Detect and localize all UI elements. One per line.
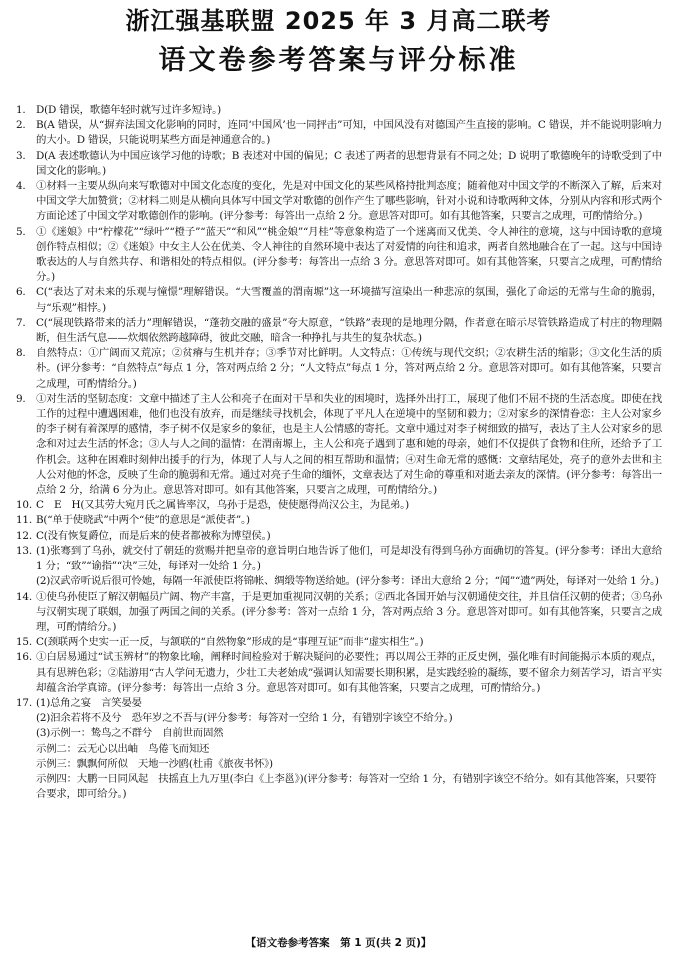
item-text: (1)张骞到了乌孙，就交付了朝廷的赏赐并把皇帝的意旨明白地告诉了他们，可是却没有得到乌孙方面确切的答复。(评分参考：译出大意给 1 分；“致”“谕指”“决”三处，每译对一处给 1 分。) [36,544,662,573]
answer-item-7 [16,316,662,346]
item-text: 自然特点：①广阔而又荒凉；②贫瘠与生机并存；③季节对比鲜明。人文特点：①传统与现代交织；②农耕生活的缩影；③文化生活的质朴。(评分参考：“自然特点”每点 1 分，答对两点给 2 分；“人文特点”每点 1 分，答对两点给 2 分。意思答对即可。如有其他答案，只要言之成理，可酌情给分。) [36,347,662,390]
answer-item-11 [16,513,662,528]
item-text: ①白居易通过“试玉辨材”的物象比喻，阐释时间检验对于解决疑问的必要性；再以周公王莽的正反史例，强化唯有时间能揭示本质的观点，具有思辨色彩；②陆游用“古人学问无遗力，少壮工夫老始成”强调认知需要长期积累，是实践经验的凝练，要不留余力刻苦学习，语言平实却蕴含治学真谛。(评分参考：每答出一点给 3 分。意思答对即可。如有其他答案，只要言之成理，可酌情给分。) [36,651,662,694]
answer-item-13-part-2: (2)汉武帝听说后很可怜她，每隔一年派使臣将锦帐、绸缎等物送给她。(评分参考：译出大意给 2 分；“闻”“遗”两处，每译对一处给 1 分。) [36,575,659,588]
answer-item-4 [16,179,662,225]
item-text: (1)总角之宴 言笑晏晏 [36,696,142,709]
item-number: 6. [16,286,26,299]
item-number: 4. [16,180,26,193]
answer-item-17-example-4: 示例四：大鹏一日同风起 扶摇直上九万里(李白《上李邕》)(评分参考：每答对一空给 1 分，有错别字该空不给分。如有其他答案，只要符合要求，即可给分。) [36,772,657,801]
answer-item-17-example-3: 示例三：飘飘何所似 天地一沙鸥(杜甫《旅夜书怀》) [36,757,273,770]
answer-item-8 [16,346,662,392]
item-text: ①材料一主要从纵向来写歌德对中国文化态度的变化，先是对中国文化的某些风格持批判态度；随着他对中国文学的不断深入了解，后来对中国文学大加赞赏；②材料二则是从横向具体写中国文学对歌德的创作产生了哪些影响，针对小说和诗歌两种文体，分别从内容和形式两个方面论述了中国文学对歌德创作的影响。(评分参考：每答出一点给 2 分。意思答对即可。如有其他答案，只要言之成理，可酌情给分。) [36,180,662,223]
item-text: C(“展现铁路带来的活力”理解错误，“蓬勃交融的盛景”夸大原意，“铁路”表现的是地理分隔，作者意在暗示尽管铁路造成了村庄的物理隔断，但生活气息——炊烟依然跨越障碍，彼此交融，暗含一种挣扎与共生的复杂状态。) [36,316,662,345]
item-text: B(“单于使晓武”中两个“使”的意思是“派使者”。) [36,514,250,527]
item-text: D(D 错误，歌德年轻时就写过许多短诗。) [36,104,221,116]
item-number: 13. [16,544,32,557]
answer-list [16,103,662,802]
item-text: C(没有恢复爵位，而是后来的使者都被称为博望侯。) [36,529,271,542]
item-number: 2. [16,119,26,132]
answer-item-17-part-3: (3)示例一：鸷鸟之不群兮 自前世而固然 [36,727,224,740]
item-text: ①《迷娘》中“柠檬花”“绿叶”“橙子”“蓝天”“和风”“桃金娘”“月桂”等意象构造了一个迷离而又优美、令人神往的意境，这与中国诗歌的意境创作特点相似；②《迷娘》中女主人公在优美、令人神往的自然环境中表达了对爱情的向往和追求，两者自然地融合在了一起。这与中国诗歌表达的人与自然共存、和谐相处的特点相似。(评分参考：每答出一点给 3 分。意思答对即可。如有其他答案，只要言之成理，可酌情给分。) [36,225,662,284]
answer-item-14 [16,590,662,636]
answer-item-13 [16,544,662,574]
item-text: C(“表达了对未来的乐观与憧憬”理解错误。“大雪覆盖的渭南塬”这一环境描写渲染出一种悲凉的氛围，强化了命运的无常与生命的脆弱，与“乐观”相悖。) [36,286,662,314]
item-number: 7. [16,316,26,329]
answer-item-10 [16,498,662,513]
answer-item-3 [16,149,662,179]
answer-item-17-part-2: (2)汩余若将不及兮 恐年岁之不吾与(评分参考：每答对一空给 1 分，有错别字该空不给分。) [36,712,453,725]
item-number: 16. [16,651,32,664]
item-number: 1. [16,104,26,116]
page-footer: 【语文卷参考答案 第 1 页(共 2 页)】 [245,937,432,949]
answer-item-12 [16,529,662,544]
item-number: 3. [16,149,26,162]
item-number: 17. [16,696,32,709]
answer-item-17 [16,696,662,711]
answer-item-17-example-2: 示例二：云无心以出岫 鸟倦飞而知还 [36,742,210,755]
answer-item-15 [16,635,662,650]
answer-item-2 [16,118,662,148]
item-number: 10. [16,499,32,512]
answer-item-9 [16,392,662,498]
item-text: ①对生活的坚韧态度：文章中描述了主人公和亮子在面对干旱和失业的困境时，选择外出打工，展现了他们不屈不挠的生活态度。即使在找工作的过程中遭遇困难，他们也没有放弃，而是继续寻找机会，体现了平凡人在逆境中的坚韧和毅力；②对家乡的深情眷恋：主人公对家乡的李子树有着深厚的感情，李子树不仅是家乡的象征，也是主人公情感的寄托。文章中通过对李子树细致的描写，表达了主人公对家乡的思念和对过去生活的怀念；③人与人之间的温情：在渭南塬上，主人公和亮子遇到了惠和她的母亲，她们不仅提供了食物和住所，还给予了工作机会。这种在困难时刻伸出援手的行为，体现了人与人之间的相互帮助和温情；④对生命无常的感慨：文章结尾处，亮子的意外去世和主人公对他的怀念，反映了生命的脆弱和无常。通过对亮子生命的缅怀，文章表达了对生命的尊重和对逝去亲友的深情。(评分参考：每答出一点给 2 分，给满 6 分为止。意思答对即可。如有其他答案，只要言之成理，可酌情给分。) [36,392,662,497]
page-subtitle: 语文卷参考答案与评分标准 [158,45,519,76]
answer-item-1 [16,103,662,118]
item-text: C(颈联两个史实一正一反，与颔联的“自然物象”形成的是“事理互证”而非“虚实相生”。) [36,636,424,649]
item-number: 9. [16,392,26,405]
item-number: 15. [16,636,32,649]
item-number: 8. [16,347,26,360]
item-number: 5. [16,225,26,238]
page-title: 浙江强基联盟 2025 年 3 月高二联考 [125,7,552,35]
item-text: B(A 错误，从“摒弃法国文化影响的同时，连同‘中国风’也一同抨击”可知，中国风没有对德国产生直接的影响。C 错误，并不能说明影响力的大小。D 错误，只能说明某些方面是神通意合的。) [36,119,662,147]
item-text: D(A 表述歌德认为中国应该学习他的诗歌；B 表述对中国的偏见；C 表述了两者的思想背景有不同之处；D 说明了歌德晚年的诗歌受到了中国文化的影响。) [36,149,662,177]
answer-item-5 [16,225,662,286]
answer-item-6 [16,285,662,315]
item-number: 12. [16,529,32,542]
item-text: ①使乌孙使臣了解汉朝幅员广阔、物产丰富，于是更加重视同汉朝的关系；②西北各国开始与汉朝通使交往，并且信任汉朝的使者；③乌孙与汉朝实现了联姻，加强了两国之间的关系。(评分参考：答对一点给 1 分，答对两点给 3 分。意思答对即可。如有其他答案，只要言之成理，可酌情给分。) [36,590,662,633]
item-number: 14. [16,590,32,603]
item-text: C E H(又其劳大宛月氏之属皆率汉，乌孙于是恐，使使愿得尚汉公主，为昆弟。) [36,499,409,512]
item-number: 11. [16,514,32,527]
answer-item-16 [16,650,662,696]
